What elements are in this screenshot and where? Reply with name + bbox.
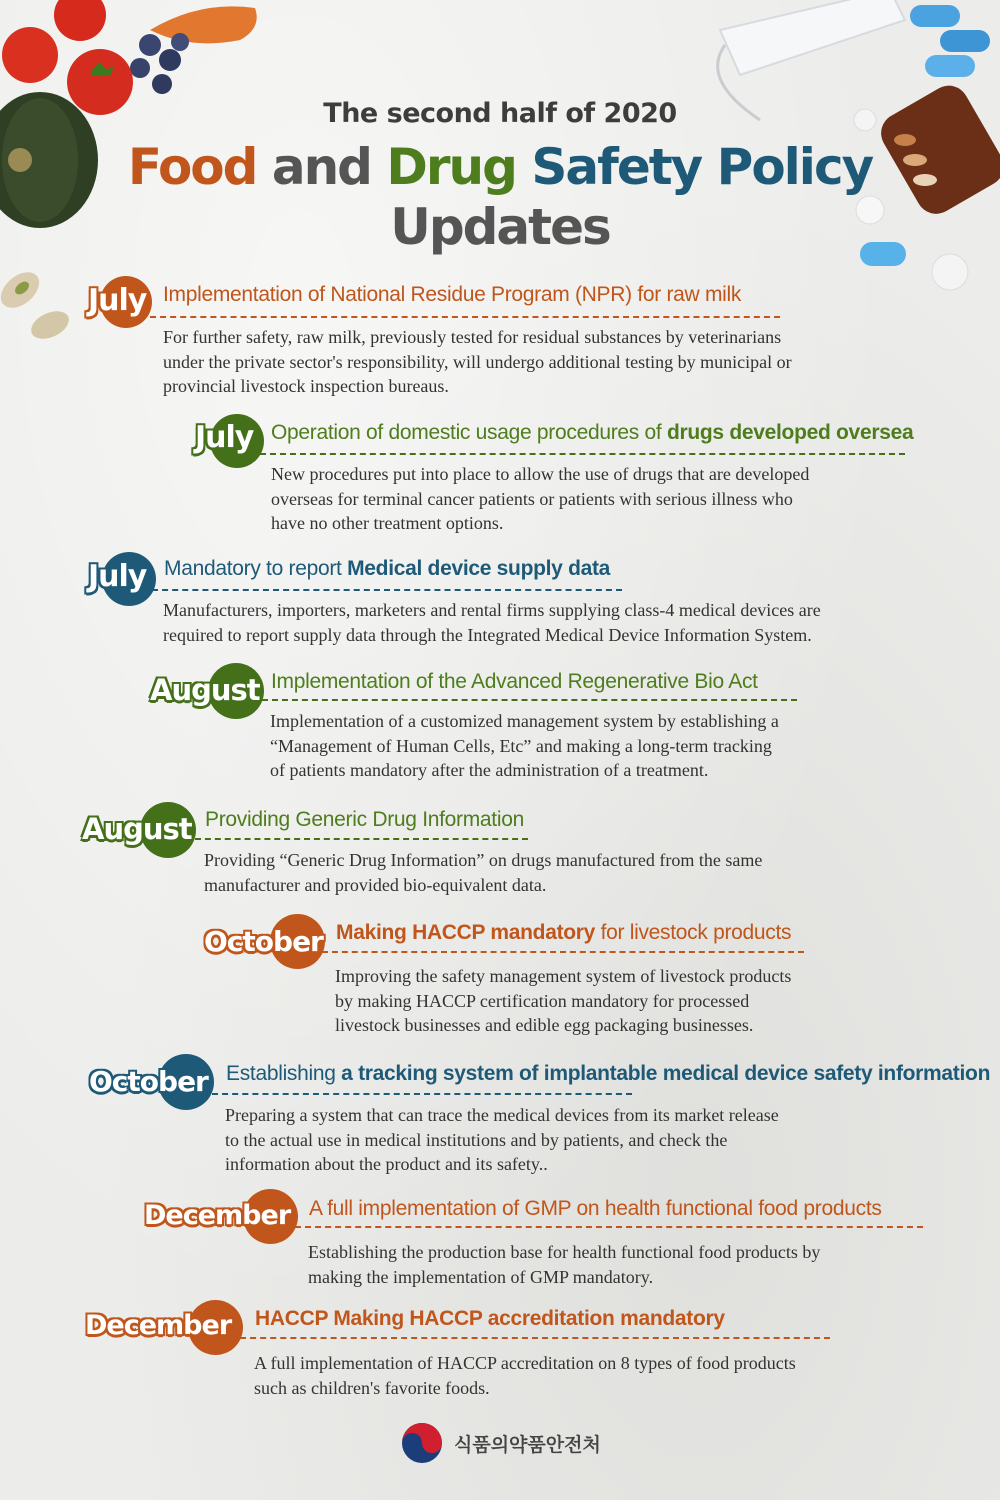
body-line: Improving the safety management system of livestock products xyxy=(335,966,792,986)
month-label: July xyxy=(88,283,147,318)
body-line: under the private sector's responsibility, will undergo additional testing by municipal or xyxy=(163,351,792,372)
blueberries-icon xyxy=(130,33,189,94)
divider xyxy=(212,1093,632,1095)
heading-bold-text: drugs developed oversea xyxy=(666,421,914,444)
heading-text: Operation of domestic usage procedures of xyxy=(271,421,667,444)
item-body xyxy=(308,1240,820,1289)
item-heading xyxy=(336,921,791,945)
body-line: A full implementation of HACCP accreditation on 8 types of food products xyxy=(254,1353,796,1373)
heading-text: Mandatory to report xyxy=(164,557,348,580)
divider xyxy=(262,699,797,701)
body-line: For further safety, raw milk, previously tested for residual substances by veterinarians xyxy=(163,327,782,347)
month-label: July xyxy=(88,559,147,594)
divider xyxy=(322,951,804,953)
heading-bold-text: HACCP Making HACCP accreditation mandatory xyxy=(255,1307,725,1330)
divider xyxy=(260,453,905,455)
item-heading xyxy=(205,808,524,832)
month-label: December xyxy=(144,1200,291,1231)
body-line: of patients mandatory after the administration of a treatment. xyxy=(270,760,709,780)
heading-text: Providing Generic Drug Information xyxy=(205,808,524,831)
body-line: Manufacturers, importers, marketers and rental firms supplying class-4 medical devices are xyxy=(163,600,821,620)
body-line: such as children's favorite foods. xyxy=(254,1377,490,1398)
item-body xyxy=(204,848,762,897)
month-label: August xyxy=(82,812,192,846)
divider xyxy=(240,1337,830,1339)
title-safety: Safety Policy xyxy=(515,138,873,196)
month-label: August xyxy=(150,673,260,707)
heading-text: A full implementation of GMP on health functional food products xyxy=(309,1197,882,1220)
month-label: October xyxy=(204,925,323,958)
page-subtitle: The second half of 2020 xyxy=(323,98,677,129)
body-line: information about the product and its safety.. xyxy=(225,1154,548,1174)
item-body xyxy=(270,709,779,783)
body-line: manufacturer and provided bio-equivalent data. xyxy=(204,874,547,895)
divider xyxy=(152,589,622,591)
item-body xyxy=(163,598,821,647)
item-heading xyxy=(271,421,913,445)
carrot-icon xyxy=(150,6,257,43)
body-line: by making HACCP certification mandatory for processed xyxy=(335,990,750,1011)
item-heading xyxy=(226,1062,990,1086)
body-line: provincial livestock inspection bureaus. xyxy=(163,376,449,396)
body-line: to the actual use in medical institutions and by patients, and check the xyxy=(225,1129,728,1150)
title-and: and xyxy=(256,138,387,196)
body-line: Implementation of a customized management system by establishing a xyxy=(270,711,779,731)
heading-text: Implementation of the Advanced Regenerative Bio Act xyxy=(271,670,758,693)
item-heading xyxy=(271,670,758,694)
item-body xyxy=(163,325,792,399)
title-food: Food xyxy=(127,138,257,196)
item-heading xyxy=(255,1307,725,1331)
item-body xyxy=(225,1103,779,1177)
body-line: Providing “Generic Drug Information” on drugs manufactured from the same xyxy=(204,850,763,870)
body-line: “Management of Human Cells, Etc” and making a long-term tracking xyxy=(270,735,772,756)
body-line: New procedures put into place to allow the use of drugs that are developed xyxy=(271,464,810,484)
month-label: July xyxy=(195,420,254,455)
divider xyxy=(295,1226,923,1228)
org-name: 식품의약품안전처 xyxy=(454,1433,601,1456)
item-body xyxy=(335,964,791,1038)
body-line: Establishing the production base for health functional food products by xyxy=(308,1242,821,1262)
item-heading xyxy=(309,1197,882,1221)
heading-text: Establishing xyxy=(226,1062,342,1085)
footer xyxy=(400,1418,601,1468)
heading-bold-text: a tracking system of implantable medical device safety information xyxy=(341,1062,991,1085)
body-line: livestock businesses and edible egg packaging businesses. xyxy=(335,1015,754,1035)
pistachio-icon xyxy=(0,265,73,344)
body-line: have no other treatment options. xyxy=(271,513,504,533)
item-body xyxy=(254,1351,796,1400)
item-body xyxy=(271,462,809,536)
page-title xyxy=(0,138,1000,196)
item-heading xyxy=(164,557,610,581)
month-label: October xyxy=(89,1065,208,1098)
heading-bold-text: Making HACCP mandatory xyxy=(336,921,596,944)
month-label: December xyxy=(85,1310,232,1341)
body-line: Preparing a system that can trace the medical devices from its market release xyxy=(225,1105,779,1125)
body-line: making the implementation of GMP mandatory. xyxy=(308,1266,654,1287)
divider xyxy=(150,316,780,318)
heading-text: for livestock products xyxy=(595,921,792,944)
item-heading xyxy=(163,283,741,307)
body-line: overseas for terminal cancer patients or patients with serious illness who xyxy=(271,488,793,509)
body-line: required to report supply data through the Integrated Medical Device Information System. xyxy=(163,624,812,645)
heading-text: Implementation of National Residue Program (NPR) for raw milk xyxy=(163,283,742,306)
divider xyxy=(195,838,528,840)
page-title-updates: Updates xyxy=(390,198,610,256)
heading-bold-text: Medical device supply data xyxy=(347,557,611,580)
government-emblem-icon xyxy=(400,1421,444,1465)
title-drug: Drug xyxy=(386,138,516,196)
